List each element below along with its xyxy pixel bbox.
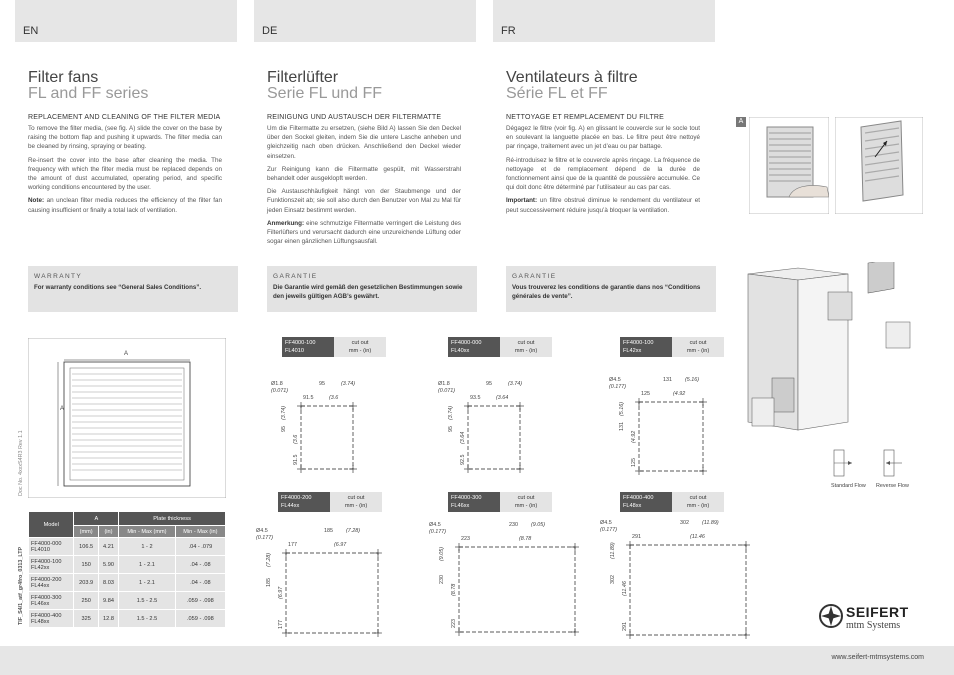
- fr-paragraph-1: Dégagez le filtre (voir fig. A) en glissant le couvercle sur le socle tout en soulevant la languette placée en bas. Le filtre peut être nettoyé par rinçage, traitement avec un jet d’eau ou par battage.: [506, 125, 700, 151]
- cutout-outer-dim-in: (7.28): [346, 528, 361, 534]
- cutout-tag: [448, 492, 552, 512]
- cabinet-illustration: [738, 262, 928, 434]
- cutout-square-drawing: [291, 396, 363, 479]
- cutout-unit-label: mm - (in): [686, 503, 710, 509]
- table-header-model: Model: [29, 512, 74, 538]
- cutout-inner-dim-in: (3.6: [329, 395, 339, 401]
- cutout-model: [282, 337, 334, 357]
- cutout-model: [448, 337, 500, 357]
- cutout-inner-dim: 177: [288, 542, 297, 548]
- table-cell-model-line2: FL48xx: [31, 618, 50, 625]
- cutout-outline: [301, 406, 353, 469]
- cutout-outer-dim: 95: [319, 381, 325, 387]
- en-body: [28, 124, 222, 219]
- cutout-hole-dia-in: (0.071): [438, 388, 456, 394]
- figure-a-label: A: [736, 117, 746, 127]
- cutout-model-line1: FF4000-200: [281, 495, 312, 501]
- cutout-side-inner-dim: 92.5: [460, 454, 466, 465]
- table-cell-model: [29, 538, 74, 556]
- table-cell-mm: 106.5: [74, 538, 98, 556]
- cutout-hole-dia: Ø4.5: [609, 377, 621, 383]
- en-subtitle: FL and FF series: [28, 85, 149, 102]
- cutout-model: [620, 492, 672, 512]
- cutout-inner-dim: 93.5: [470, 395, 481, 401]
- cutout-model: [620, 337, 672, 357]
- cutout-inner-dim: 125: [641, 391, 650, 397]
- en-warranty-text: For warranty conditions see “General Sales Conditions”.: [34, 284, 202, 291]
- logo-sub-mtm: mtm: [846, 620, 865, 631]
- de-section-title: REINIGUNG UND AUSTAUSCH DER FILTERMATTE: [267, 114, 442, 121]
- table-cell-plate-mm: 1 - 2: [119, 538, 176, 556]
- cutout-square-drawing: [449, 537, 585, 642]
- table-cell-model-line1: FF4000-000: [31, 540, 62, 547]
- cutout-hole-dia: Ø1.8: [438, 381, 450, 387]
- cutout-side-dim: 185: [266, 578, 272, 587]
- table-cell-mm: 203.9: [74, 574, 98, 592]
- cutout-model-line2: FL48xx: [623, 503, 642, 509]
- fr-warranty-title: GARANTIE: [512, 273, 557, 280]
- de-paragraph-2: Zur Reinigung kann die Filtermatte gespült, mit Wasserstrahl behandelt oder ausgeklopft werden.: [267, 165, 461, 183]
- table-cell-plate-mm: 1 - 2.1: [119, 556, 176, 574]
- cutout-square-drawing: [458, 396, 530, 479]
- cutout-outline: [639, 402, 703, 471]
- filter-photo-1: [749, 117, 829, 214]
- cutout-side-dim: 95: [281, 425, 287, 432]
- de-warranty-box: [267, 266, 477, 312]
- en-section-title: REPLACEMENT AND CLEANING OF THE FILTER MEDIA: [28, 114, 221, 121]
- cutout-model-line1: FF4000-100: [285, 340, 316, 346]
- cutout-side-inner-dim-in: (11.46: [622, 581, 628, 596]
- cutout-cut-label: cut out: [689, 495, 707, 501]
- de-subtitle: Serie FL und FF: [267, 85, 383, 102]
- cutout-label: [334, 337, 386, 357]
- cutout-side-inner-dim-in: (6.97: [278, 586, 284, 599]
- table-cell-in: 12.8: [98, 610, 118, 628]
- de-note: Anmerkung: eine schmutzige Filtermatte verringert die Leistung des Filterlüfters und verursacht dadurch eine unzureichende Lüftung oder sogar einen gänzlichen Lüftungsausfall.: [267, 219, 461, 246]
- table-cell-in: 8.03: [98, 574, 118, 592]
- fr-heading: [506, 70, 716, 102]
- lang-tab-fr: [493, 0, 715, 42]
- table-cell-model-line1: FF4000-100: [31, 558, 62, 565]
- cutout-inner-dim-in: (4.92: [673, 391, 686, 397]
- cutout-hole-dia-in: (0.177): [429, 529, 447, 535]
- table-cell-model-line2: FL44xx: [31, 582, 50, 589]
- cutout-side-inner-dim: 223: [451, 619, 457, 628]
- cutout-outer-dim: 95: [486, 381, 492, 387]
- table-cell-model: [29, 574, 74, 592]
- de-heading: [267, 70, 467, 102]
- cutout-cut-label: cut out: [689, 340, 707, 346]
- cutout-model-line2: FL44xx: [281, 503, 300, 509]
- table-cell-model: [29, 556, 74, 574]
- table-cell-plate-in: .059 - .098: [175, 592, 225, 610]
- lang-tab-de: [254, 0, 476, 42]
- cutout-label: [672, 337, 724, 357]
- cutout-square-drawing: [276, 543, 388, 643]
- drawing-dim-a-vertical: A: [60, 406, 65, 412]
- cutout-model-line2: FL42xx: [623, 348, 642, 354]
- cutout-inner-dim-in: (11.46: [690, 534, 705, 540]
- de-paragraph-3: Die Austauschhäufigkeit hängt von der Staubmenge und der Funktionszeit ab; sie soll also durch den Benutzer von Mal zu Mal für jeden Einsatz bestimmt werden.: [267, 188, 461, 214]
- cutout-hole-dia-in: (0.177): [609, 384, 627, 390]
- cutout-inner-dim: 223: [461, 536, 470, 542]
- cutout-hole-dia: Ø4.5: [429, 522, 441, 528]
- cutout-model-line1: FF4000-000: [451, 340, 482, 346]
- table-cell-plate-mm: 1 - 2.1: [119, 574, 176, 592]
- cutout-cut-label: cut out: [351, 340, 369, 346]
- cutout-side-dim: 230: [439, 574, 445, 584]
- cutout-outline: [286, 553, 378, 633]
- cutout-cut-label: cut out: [347, 495, 365, 501]
- cutout-label: [672, 492, 724, 512]
- logo-sub-systems: Systems: [864, 620, 901, 631]
- table-row: [29, 610, 226, 628]
- en-heading: [28, 70, 228, 102]
- cutout-square-drawing: [620, 535, 756, 645]
- cutout-side-inner-dim: 291: [622, 622, 628, 631]
- cutout-cut-label: cut out: [517, 340, 535, 346]
- lang-de-label: DE: [262, 25, 278, 37]
- en-warranty-box: [28, 266, 238, 312]
- fr-note: Important: un filtre obstrué diminue le rendement du ventilateur et peut successivement réduire jusqu’à bloquer la ventilation.: [506, 197, 700, 214]
- lang-fr-label: FR: [501, 25, 516, 37]
- cutout-tag: [278, 492, 382, 512]
- cutout-model-line2: FL40xx: [451, 348, 470, 354]
- fr-title: Ventilateurs à filtre: [506, 69, 638, 86]
- cutout-side-inner-dim: 177: [278, 620, 284, 629]
- table-cell-model: [29, 610, 74, 628]
- table-cell-plate-mm: 1.5 - 2.5: [119, 592, 176, 610]
- cutout-label: [500, 492, 552, 512]
- en-warranty-title: WARRANTY: [34, 273, 83, 280]
- cutout-square-drawing: [629, 392, 713, 481]
- cutout-hole-dia-in: (0.177): [600, 527, 618, 533]
- cutout-hole-dia: Ø4.5: [256, 528, 268, 534]
- table-row: [29, 538, 226, 556]
- cutout-model: [278, 492, 330, 512]
- cutout-inner-dim-in: (8.78: [519, 536, 532, 542]
- cutout-side-inner-dim-in: (4.92: [631, 430, 637, 443]
- cutout-tag: [620, 337, 724, 357]
- cutout-inner-dim: 291: [632, 534, 641, 540]
- cutout-unit-label: mm - (in): [514, 503, 538, 509]
- cutout-inner-dim-in: (3.64: [496, 395, 509, 401]
- flow-diagram: [828, 446, 918, 482]
- cutout-side-inner-dim: 125: [631, 458, 637, 467]
- cutout-unit-label: mm - (in): [344, 503, 368, 509]
- fr-section-title: NETTOYAGE ET REMPLACEMENT DU FILTRE: [506, 114, 665, 121]
- table-cell-model-line2: FL46xx: [31, 600, 50, 607]
- logo-brand: SEIFERT: [846, 604, 909, 620]
- table-cell-model-line1: FF4000-300: [31, 594, 62, 601]
- cutout-unit-label: mm - (in): [514, 348, 538, 354]
- en-paragraph-1: To remove the filter media, (see fig. A) slide the cover on the base by raising the bottom flap and pushing it upwards. The filter media can be cleaned by rinsing, spraying or beating.: [28, 125, 222, 151]
- fr-body: [506, 124, 700, 219]
- cutout-side-dim-in: (3.74): [281, 405, 287, 420]
- cutout-outer-dim: 185: [324, 528, 333, 534]
- cutout-model-line1: FF4000-400: [623, 495, 654, 501]
- table-cell-model-line2: FL42xx: [31, 564, 50, 571]
- fan-front-drawing: [28, 338, 226, 498]
- table-row: [29, 592, 226, 610]
- cutout-side-inner-dim-in: (3.6: [293, 434, 299, 444]
- footer: [0, 646, 954, 675]
- table-unit-in: (in): [98, 526, 118, 538]
- logo-sub: [846, 620, 900, 631]
- cutout-outer-dim: 302: [680, 520, 689, 526]
- cutout-side-dim-in: (9.05): [439, 546, 445, 561]
- table-cell-model: [29, 592, 74, 610]
- en-note: Note: an unclean filter media reduces the efficiency of the filter fan causing insufficient or finally a total lack of ventilation.: [28, 197, 222, 214]
- table-row: [29, 556, 226, 574]
- footer-url[interactable]: www.seifert-mtmsystems.com: [831, 654, 924, 661]
- drawing-dim-a-horizontal: A: [124, 351, 129, 357]
- table-unit-plate-in: Min - Max (in): [175, 526, 225, 538]
- table-unit-plate-mm: Min - Max (mm): [119, 526, 176, 538]
- de-warranty-title: GARANTIE: [273, 273, 318, 280]
- cutout-outer-dim-in: (3.74): [341, 381, 356, 387]
- cutout-outline: [459, 547, 575, 632]
- de-paragraph-1: Um die Filtermatte zu ersetzen, (siehe Bild A) lassen Sie den Deckel über den Sockel gleiten, indem Sie die untere Lasche anheben und gleichzeitig nach oben drücken. Anschließend den Deckel wieder einsetzen.: [267, 125, 461, 160]
- cutout-outer-dim-in: (9.05): [531, 522, 546, 528]
- cutout-side-dim: 131: [619, 421, 625, 431]
- cutout-hole-dia-in: (0.177): [256, 535, 274, 541]
- side-doc-number: Doc No. 4xxxS4R3 Rev 1.1: [18, 430, 24, 496]
- cutout-cut-label: cut out: [517, 495, 535, 501]
- cutout-side-dim-in: (5.16): [619, 401, 625, 416]
- table-cell-plate-in: .059 - .098: [175, 610, 225, 628]
- table-header-a: A: [74, 512, 119, 526]
- table-cell-plate-in: .04 - .08: [175, 556, 225, 574]
- de-title: Filterlüfter: [267, 69, 339, 86]
- dimension-table: [28, 511, 226, 628]
- de-warranty-text: Die Garantie wird gemäß den gesetzlichen Bestimmungen sowie den jeweils gültigen AGB’s gewährt.: [273, 284, 463, 300]
- table-cell-plate-in: .04 - .079: [175, 538, 225, 556]
- en-title: Filter fans: [28, 69, 99, 86]
- en-paragraph-2: Re-insert the cover into the base after cleaning the media. The frequency with which the filter media must be replaced depends on the amount of dust accumulated, operating period, and specific working conditions encountered by the user.: [28, 156, 222, 192]
- cutout-side-inner-dim-in: (3.64: [460, 431, 466, 444]
- table-cell-plate-mm: 1.5 - 2.5: [119, 610, 176, 628]
- table-cell-model-line1: FF4000-200: [31, 576, 62, 583]
- cutout-inner-dim-in: (6.97: [334, 542, 347, 548]
- seifert-logo-icon: [818, 603, 844, 629]
- table-header-plate: Plate thickness: [119, 512, 226, 526]
- fr-paragraph-2: Ré-introduisez le filtre et le couvercle après rinçage. La fréquence de nettoyage et de remplacement dépend de la durée de fonctionnement ainsi que de la quantité de poussière accumulée. Ce qui doit donc être déterminé par l’utilisateur au cas par cas.: [506, 156, 700, 192]
- de-body: [267, 124, 461, 250]
- cutout-outer-dim-in: (5.16): [685, 377, 700, 383]
- cutout-inner-dim: 91.5: [303, 395, 314, 401]
- cutout-model: [448, 492, 500, 512]
- cutout-outer-dim: 230: [509, 522, 518, 528]
- cutout-model-line2: FL46xx: [451, 503, 470, 509]
- cutout-model-line1: FF4000-300: [451, 495, 482, 501]
- table-cell-plate-in: .04 - .08: [175, 574, 225, 592]
- table-unit-mm: (mm): [74, 526, 98, 538]
- cutout-hole-dia: Ø1.8: [271, 381, 283, 387]
- reverse-flow-label: Reverse Flow: [876, 483, 909, 489]
- table-row: [29, 574, 226, 592]
- fr-warranty-box: [506, 266, 716, 312]
- table-cell-in: 4.21: [98, 538, 118, 556]
- lang-tab-en: [15, 0, 237, 42]
- cutout-label: [500, 337, 552, 357]
- cutout-side-dim-in: (7.28): [266, 552, 272, 567]
- cutout-hole-dia-in: (0.071): [271, 388, 289, 394]
- table-cell-mm: 250: [74, 592, 98, 610]
- table-cell-in: 5.90: [98, 556, 118, 574]
- cutout-side-dim: 302: [610, 575, 616, 584]
- cutout-model-line1: FF4000-100: [623, 340, 654, 346]
- cutout-side-inner-dim: 91.5: [293, 454, 299, 465]
- cutout-label: [330, 492, 382, 512]
- cutout-tag: [282, 337, 386, 357]
- filter-photo-2: [835, 117, 923, 214]
- side-file-name: TIF_S4/1_atf_gr4fro_0313_LTP: [18, 546, 24, 625]
- table-cell-mm: 150: [74, 556, 98, 574]
- table-cell-model-line2: FL4010: [31, 546, 50, 553]
- cutout-outline: [630, 545, 746, 635]
- cutout-side-inner-dim-in: (8.78: [451, 583, 457, 596]
- cutout-unit-label: mm - (in): [686, 348, 710, 354]
- cutout-side-dim-in: (3.74): [448, 405, 454, 420]
- cutout-model-line2: FL4010: [285, 348, 304, 354]
- cutout-tag: [448, 337, 552, 357]
- standard-flow-label: Standard Flow: [831, 483, 866, 489]
- table-cell-in: 9.84: [98, 592, 118, 610]
- fr-warranty-text: Vous trouverez les conditions de garantie dans nos “Conditions générales de vente”.: [512, 284, 701, 300]
- cutout-unit-label: mm - (in): [348, 348, 372, 354]
- cutout-outer-dim: 131: [663, 377, 672, 383]
- cutout-hole-dia: Ø4.5: [600, 520, 612, 526]
- cutout-side-dim: 95: [448, 425, 454, 432]
- table-cell-mm: 325: [74, 610, 98, 628]
- lang-en-label: EN: [23, 25, 39, 37]
- cutout-outer-dim-in: (3.74): [508, 381, 523, 387]
- table-cell-model-line1: FF4000-400: [31, 612, 62, 619]
- fr-subtitle: Série FL et FF: [506, 85, 608, 102]
- cutout-tag: [620, 492, 724, 512]
- cutout-side-dim-in: (11.89): [610, 542, 616, 559]
- cutout-outer-dim-in: (11.89): [702, 520, 719, 526]
- cutout-outline: [468, 406, 520, 469]
